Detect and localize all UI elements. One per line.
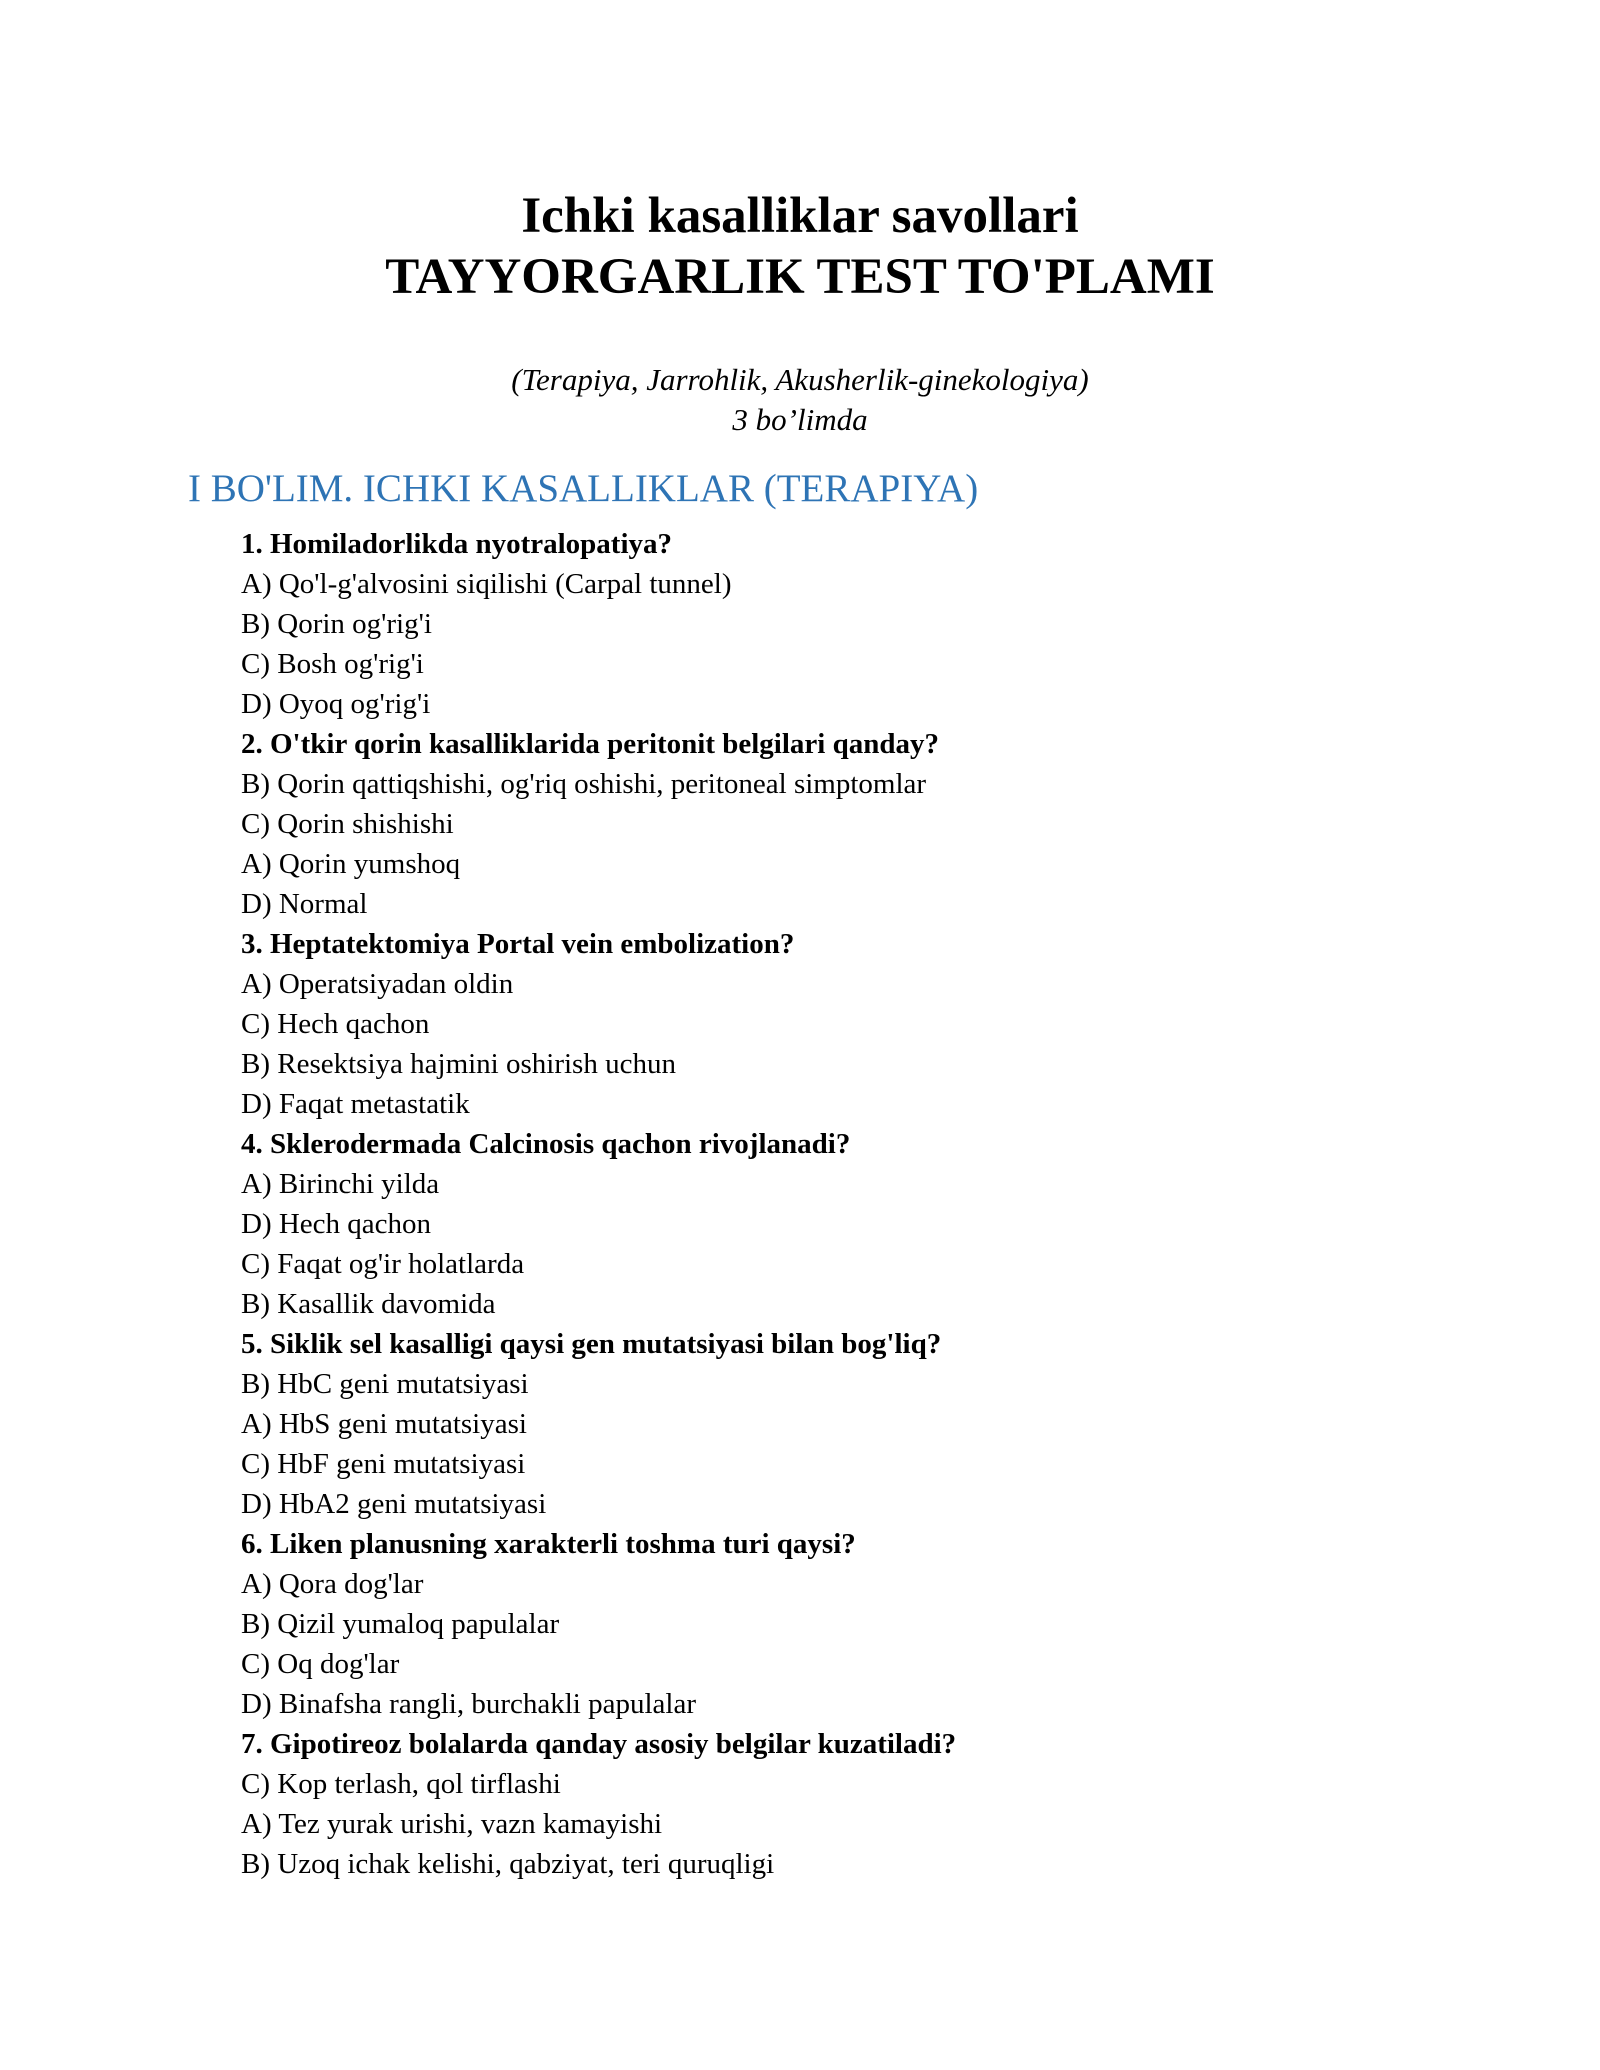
section-heading: I BO'LIM. ICHKI KASALLIKLAR (TERAPIYA)	[188, 467, 979, 510]
question-title: 6. Liken planusning xarakterli toshma turi qaysi?	[241, 1528, 856, 1560]
answer-option: C) Oq dog'lar	[241, 1648, 400, 1680]
answer-option: B) Qorin qattiqshishi, og'riq oshishi, peritoneal simptomlar	[241, 768, 927, 800]
answer-option: A) HbS geni mutatsiyasi	[241, 1408, 527, 1440]
document-title-subline: TAYYORGARLIK TEST TO'PLAMI	[385, 249, 1215, 305]
answer-option: B) Qizil yumaloq papulalar	[241, 1608, 560, 1640]
answer-option: B) Kasallik davomida	[241, 1288, 496, 1320]
answer-option: C) Qorin shishishi	[241, 808, 454, 840]
answer-option: D) Oyoq og'rig'i	[241, 688, 431, 720]
answer-option: D) Hech qachon	[241, 1208, 432, 1240]
question-item	[241, 1524, 1441, 1724]
answer-option: D) Binafsha rangli, burchakli papulalar	[241, 1688, 696, 1720]
subtitle-specialties: (Terapiya, Jarrohlik, Akusherlik-ginekologiya)	[511, 362, 1089, 397]
answer-option: B) Qorin og'rig'i	[241, 608, 432, 640]
answer-option: D) HbA2 geni mutatsiyasi	[241, 1488, 547, 1520]
answer-option: A) Operatsiyadan oldin	[241, 968, 514, 1000]
answer-option: C) HbF geni mutatsiyasi	[241, 1448, 526, 1480]
answer-option: B) Resektsiya hajmini oshirish uchun	[241, 1048, 676, 1080]
question-title: 7. Gipotireoz bolalarda qanday asosiy belgilar kuzatiladi?	[241, 1728, 957, 1760]
subtitle-sections-count: 3 bo’limda	[732, 402, 868, 437]
question-item	[241, 524, 1441, 724]
question-item	[241, 1324, 1441, 1524]
question-title: 1. Homiladorlikda nyotralopatiya?	[241, 528, 673, 560]
answer-option: A) Qora dog'lar	[241, 1568, 424, 1600]
answer-option: D) Faqat metastatik	[241, 1088, 470, 1120]
answer-option: B) HbC geni mutatsiyasi	[241, 1368, 529, 1400]
answer-option: B) Uzoq ichak kelishi, qabziyat, teri quruqligi	[241, 1848, 775, 1880]
question-title: 2. O'tkir qorin kasalliklarida peritonit belgilari qanday?	[241, 728, 939, 760]
answer-option: C) Hech qachon	[241, 1008, 430, 1040]
answer-option: A) Tez yurak urishi, vazn kamayishi	[241, 1808, 663, 1840]
question-title: 4. Sklerodermada Calcinosis qachon rivojlanadi?	[241, 1128, 851, 1160]
question-item	[241, 724, 1441, 924]
question-list	[241, 524, 1441, 1884]
question-title: 5. Siklik sel kasalligi qaysi gen mutatsiyasi bilan bog'liq?	[241, 1328, 942, 1360]
answer-option: C) Kop terlash, qol tirflashi	[241, 1768, 561, 1800]
question-title: 3. Heptatektomiya Portal vein embolization?	[241, 928, 795, 960]
title-block	[0, 186, 1600, 308]
question-item	[241, 1124, 1441, 1324]
answer-option: A) Qorin yumshoq	[241, 848, 461, 880]
answer-option: A) Birinchi yilda	[241, 1168, 440, 1200]
subtitle-block	[0, 360, 1600, 440]
answer-option: C) Faqat og'ir holatlarda	[241, 1248, 525, 1280]
answer-option: A) Qo'l-g'alvosini siqilishi (Carpal tunnel)	[241, 568, 732, 600]
answer-option: D) Normal	[241, 888, 368, 920]
question-item	[241, 924, 1441, 1124]
document-title: Ichki kasalliklar savollari	[521, 188, 1079, 244]
question-item	[241, 1724, 1441, 1884]
answer-option: C) Bosh og'rig'i	[241, 648, 424, 680]
